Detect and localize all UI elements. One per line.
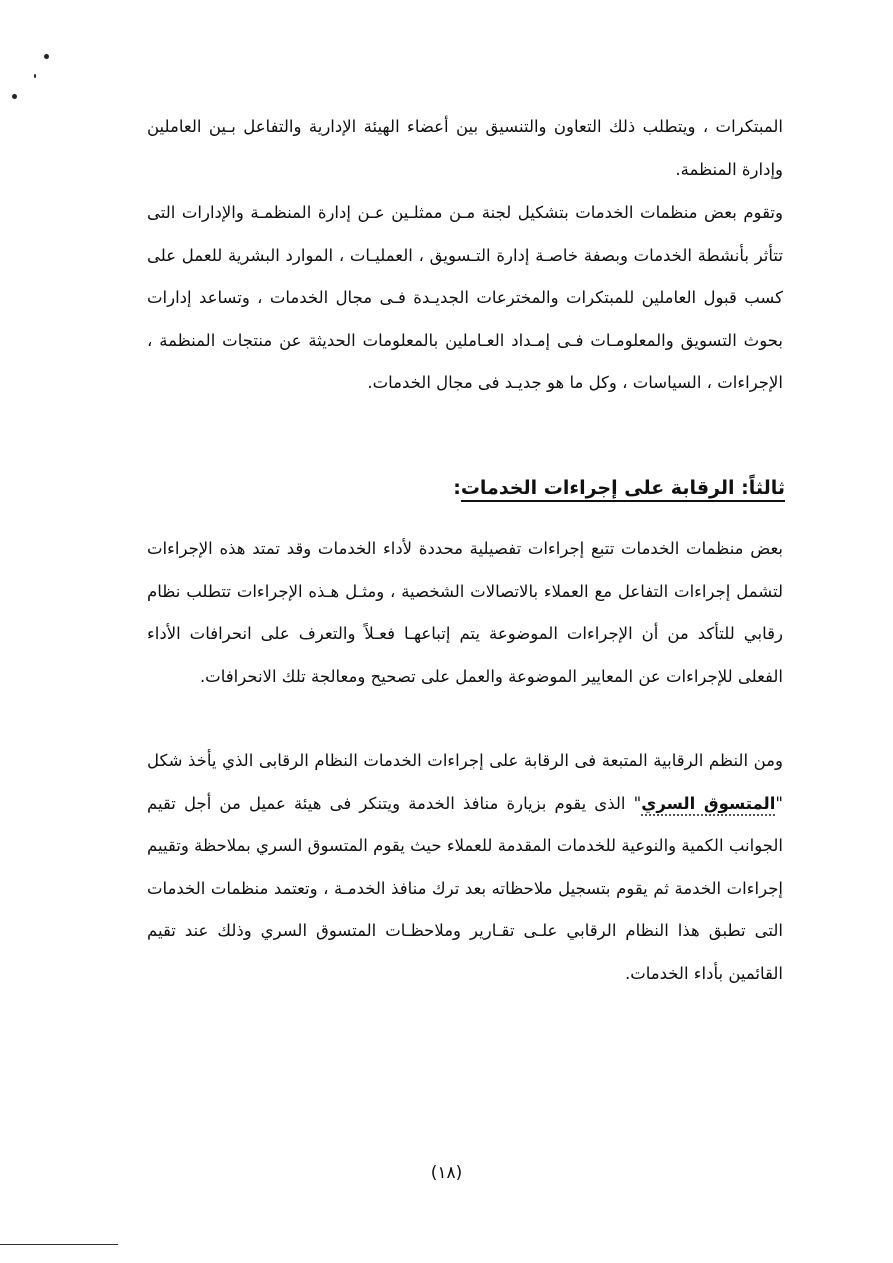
paragraph-continuation-text: المبتكرات ، ويتطلب ذلك التعاون والتنسيق بين أعضاء الهيئة الإدارية والتفاعل بـين العاملين وإدارة المنظمة. xyxy=(147,117,783,179)
paragraph-continuation xyxy=(147,106,783,191)
section-heading-text: ثالثاً: الرقابة على إجراءات الخدمات xyxy=(461,477,785,502)
paragraph-procedures xyxy=(147,528,783,698)
section-heading-colon: : xyxy=(453,477,461,499)
scan-speck xyxy=(12,94,17,99)
page-number: (١٨) xyxy=(430,1163,463,1183)
paragraph-committee-text: وتقوم بعض منظمات الخدمات بتشكيل لجنة مـن ممثلـين عـن إدارة المنظمـة والإدارات التى تتأثر بأنشطة الخدمات وبصفة خاصـة إدارة التـسويق ، العمليـات ، الموارد البشرية للعمل على كسب قبول العاملين للمبتكرات والمخترعات الجديـدة فـى مجال الخدمات ، وتساعد إدارات بحوث التسويق والمعلومـات فـى إمـداد العـاملين بالمعلومات الحديثة عن منتجات المنظمة ، الإجراءات ، السياسات ، وكل ما هو جديـد فى مجال الخدمات. xyxy=(147,203,783,392)
mystery-shopper-term: المتسوق السري xyxy=(641,793,776,813)
scan-speck xyxy=(44,54,49,59)
paragraph-mystery-shopper-text xyxy=(147,740,783,995)
scan-edge-line xyxy=(0,1244,118,1245)
paragraph-mystery-shopper xyxy=(147,740,783,995)
paragraph-committee xyxy=(147,192,783,405)
section-heading xyxy=(453,468,785,508)
paragraph-procedures-text: بعض منظمات الخدمات تتبع إجراءات تفصيلية محددة لأداء الخدمات وقد تمتد هذه الإجراءات لتشمل إجراءات التفاعل مع العملاء بالاتصالات الشخصية ، ومثـل هـذه الإجراءات تتطلب نظام رقابي للتأكد من أن الإجراءات الموضوعة يتم إتباعهـا فعـلاً والتعرف على انحرافات الأداء الفعلى للإجراءات عن المعايير الموضوعة والعمل على تصحيح ومعالجة تلك الانحرافات. xyxy=(147,539,783,686)
mystery-text-after: " الذى يقوم بزيارة منافذ الخدمة ويتنكر فى هيئة عميل من أجل تقيم الجوانب الكمية والنوعية للخدمات المقدمة للعملاء حيث يقوم المتسوق السري بملاحظة وتقييم إجراءات الخدمة ثم يقوم بتسجيل ملاحظاته بعد ترك منافذ الخدمـة ، وتعتمد منظمات الخدمات التى تطبق هذا النظام الرقابي علـى تقـارير وملاحظـات المتسوق السري وذلك عند تقيم القائمين بأداء الخدمات. xyxy=(147,793,783,983)
mystery-text-before: ومن النظم الرقابية المتبعة فى الرقابة على إجراءات الخدمات النظام الرقابى الذي يأخذ شكل " xyxy=(147,751,784,813)
scan-speck xyxy=(34,74,36,78)
